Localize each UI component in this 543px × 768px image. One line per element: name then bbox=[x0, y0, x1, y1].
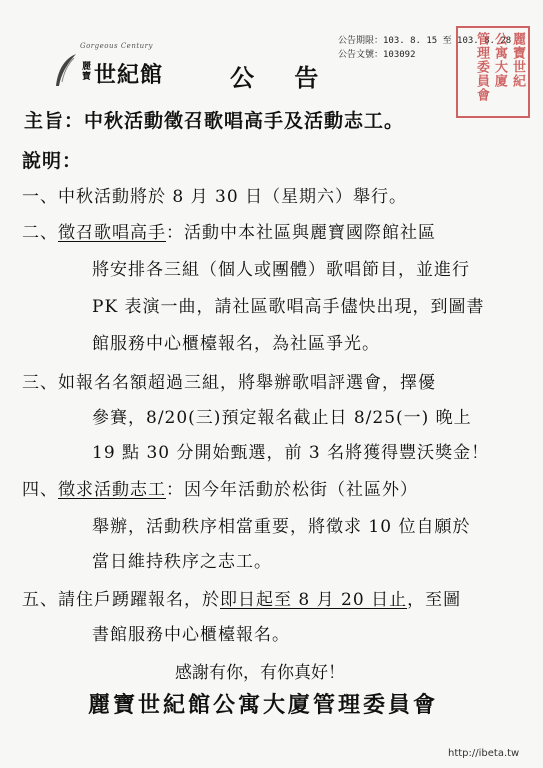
item-text: ，至圖 bbox=[407, 590, 462, 610]
item-text: ：活動中本社區與麗寶國際館社區 bbox=[166, 223, 436, 243]
logo-script-text: Gorgeous Century bbox=[80, 42, 153, 50]
subject-line: 主旨：中秋活動徵召歌唱高手及活動志工。 bbox=[24, 110, 405, 132]
notice-title: 公 告 bbox=[230, 63, 335, 92]
item-2-heading: 徵召歌唱高手 bbox=[58, 223, 166, 243]
item-number: 四、 bbox=[22, 480, 58, 500]
item-3-line-1: 三、如報名名額超過三組，將舉辦歌唱評選會，擇優 bbox=[22, 373, 436, 393]
explain-label: 說明： bbox=[22, 150, 83, 172]
item-3-line-2: 參賽，8/20(三)預定報名截止日 8/25(一) 晚上 bbox=[92, 408, 472, 428]
item-2-line-2: 將安排各三組（個人或團體）歌唱節目，並進行 bbox=[92, 260, 470, 280]
stamp-line: 麗寶世紀 bbox=[510, 32, 525, 88]
logo-main-text: 世紀館 bbox=[94, 62, 164, 88]
closing-line: 感謝有你，有你真好！ bbox=[175, 663, 345, 683]
item-1: 一、中秋活動將於 8 月 30 日（星期六）舉行。 bbox=[22, 187, 408, 207]
official-seal-stamp bbox=[456, 26, 530, 118]
logo-small-text: 麗寶 bbox=[82, 62, 92, 82]
item-4-line-2: 舉辦，活動秩序相當重要，將徵求 10 位自願於 bbox=[92, 517, 471, 537]
item-5-line-2: 書館服務中心櫃檯報名。 bbox=[92, 625, 290, 645]
watermark-url: http://ibeta.tw bbox=[448, 748, 520, 759]
notice-doc-number: 公告文號：103092 bbox=[338, 50, 416, 60]
item-5-deadline: 即日起至 8 月 20 日止 bbox=[220, 590, 408, 610]
item-2-line-3: PK 表演一曲，請社區歌唱高手儘快出現，到圖書 bbox=[92, 297, 485, 317]
stamp-line: 公寓大廈 bbox=[492, 32, 507, 88]
item-3-line-3: 19 點 30 分開始甄選，前 3 名將獲得豐沃獎金！ bbox=[92, 443, 490, 463]
item-5-line-1 bbox=[22, 585, 461, 610]
item-number: 二、 bbox=[22, 223, 58, 243]
item-4-line-1 bbox=[22, 475, 418, 500]
feather-logo-icon bbox=[52, 52, 80, 92]
item-4-line-3: 當日維持秩序之志工。 bbox=[92, 552, 272, 572]
stamp-line: 管理委員會 bbox=[474, 32, 489, 102]
item-text: 五、請住戶踴躍報名，於 bbox=[22, 590, 220, 610]
item-4-heading: 徵求活動志工 bbox=[58, 480, 166, 500]
item-text: ：因今年活動於松街（社區外） bbox=[166, 480, 418, 500]
item-2-line-4: 館服務中心櫃檯報名，為社區爭光。 bbox=[92, 334, 380, 354]
item-2-line-1 bbox=[22, 218, 436, 243]
logo bbox=[52, 42, 200, 90]
signature: 麗寶世紀館公寓大廈管理委員會 bbox=[88, 692, 439, 718]
notice-period: 公告期限：103. 8. 15 至 103. 8. 28 bbox=[338, 36, 512, 46]
